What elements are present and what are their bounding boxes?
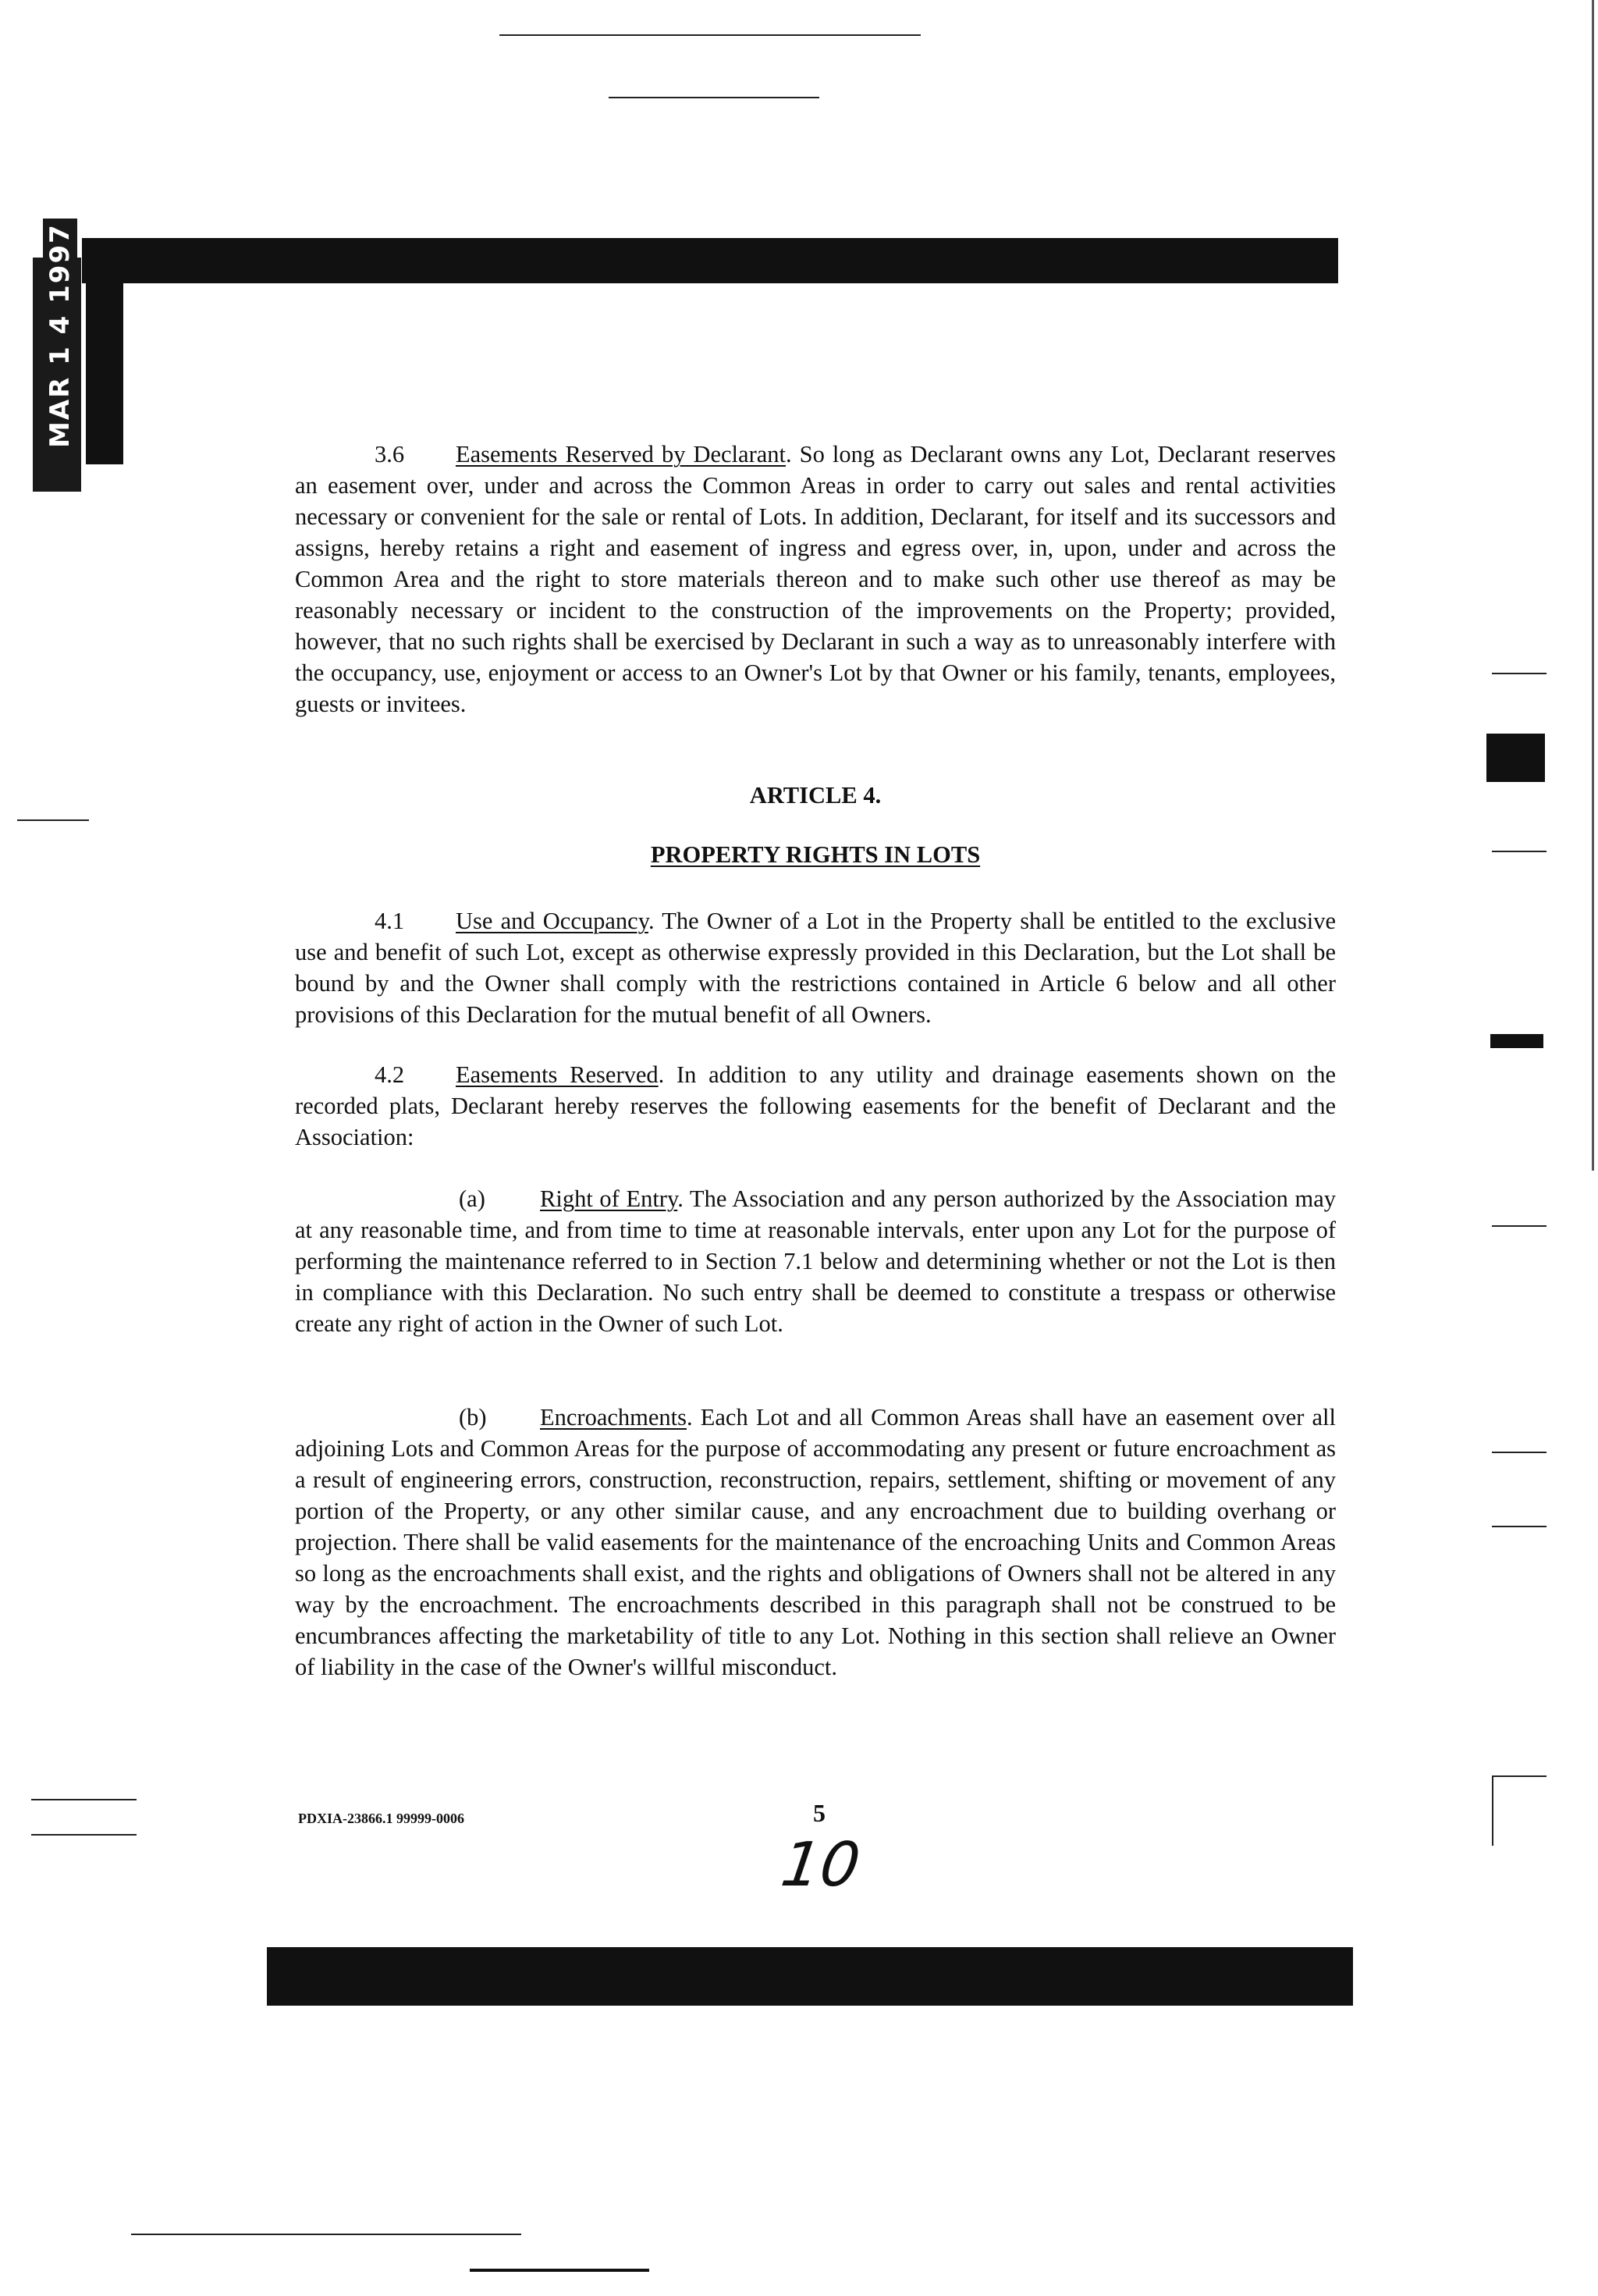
scan-footer-band: [267, 1947, 1353, 2006]
subsection-number: (a): [459, 1185, 485, 1212]
subsection-body: . The Association and any person authorized by the Association may at any reasonable time, and from time to time at reasonable intervals, enter upon any Lot for the purpose of performing the maintenance referred to in Section 7.1 below and determining whether or not the Lot is then in compliance with this Declaration. No such entry shall be deemed to constitute a trespass or otherwise create any right of action in the Owner of such Lot.: [295, 1185, 1336, 1337]
section-body: . In addition to any utility and drainage easements shown on the recorded plats, Declarant hereby reserves the following easements for the benefit of Declarant and the Association:: [295, 1061, 1336, 1150]
handwritten-page-number: 10: [776, 1830, 865, 1900]
article-title: ARTICLE 4.: [749, 782, 882, 809]
scan-margin-mark: [1492, 1775, 1547, 1777]
subsection-a: [295, 1183, 1336, 1339]
section-heading: Easements Reserved: [456, 1061, 659, 1088]
subsection-body: . Each Lot and all Common Areas shall have an easement over all adjoining Lots and Common Areas for the purpose of accommodating any present or future encroachment as a result of engineering errors, construction, reconstruction, repairs, settlement, shifting or movement of any portion of the Property, or any other similar cause, and any encroachment due to building overhang or projection. There shall be valid easements for the maintenance of the encroaching Units and Common Areas so long as the encroachments shall exist, and the rights and obligations of Owners shall not be altered in any way by the encroachment. The encroachments described in this paragraph shall not be construed to be encumbrances affecting the marketability of title to any Lot. Nothing in this section shall relieve an Owner of liability in the case of the Owner's willful misconduct.: [295, 1404, 1336, 1680]
subsection-b: [295, 1402, 1336, 1683]
scan-line-top-1: [499, 34, 921, 36]
section-heading: Use and Occupancy: [456, 908, 648, 934]
scan-line-bottom-1: [131, 2234, 521, 2235]
section-number: 4.1: [375, 908, 405, 934]
subsection-heading: Right of Entry: [540, 1185, 678, 1212]
received-date-stamp: MAR 1 4 1997: [43, 219, 77, 453]
section-number: 3.6: [375, 441, 405, 467]
scan-header-band: [82, 238, 1338, 283]
scan-margin-mark: [1492, 1775, 1493, 1846]
section-4-1: [295, 905, 1336, 1030]
section-3-6: [295, 439, 1336, 720]
section-4-2: [295, 1059, 1336, 1153]
scan-margin-mark: [1592, 0, 1594, 1171]
scan-left-bar: [86, 258, 123, 464]
subsection-number: (b): [459, 1404, 487, 1431]
article-subtitle: PROPERTY RIGHTS IN LOTS: [650, 841, 981, 868]
scan-line-bottom-2: [470, 2269, 649, 2272]
scan-margin-mark: [1492, 1452, 1547, 1453]
scan-margin-mark: [1492, 673, 1547, 674]
scan-margin-mark: [1492, 851, 1547, 852]
section-body: . The Owner of a Lot in the Property shall be entitled to the exclusive use and benefit of such Lot, except as otherwise expressly provided in this Declaration, but the Lot shall be bound by and the Owner shall comply with the restrictions contained in Article 6 below and all other provisions of this Declaration for the mutual benefit of all Owners.: [295, 908, 1336, 1028]
section-heading: Easements Reserved by Declarant: [456, 441, 786, 467]
section-body: . So long as Declarant owns any Lot, Declarant reserves an easement over, under and across the Common Areas in order to carry out sales and rental activities necessary or convenient for the sale or rental of Lots. In addition, Declarant, for itself and its successors and assigns, hereby retains a right and easement of ingress and egress over, in, upon, under and across the Common Area and the right to store materials thereon and to make such other use thereof as may be reasonably necessary or incident to the construction of the improvements on the Property; provided, however, that no such rights shall be exercised by Declarant in such a way as to unreasonably interfere with the occupancy, use, enjoyment or access to an Owner's Lot by that Owner or his family, tenants, employees, guests or invitees.: [295, 441, 1336, 717]
scan-margin-mark: [31, 1834, 137, 1836]
section-number: 4.2: [375, 1061, 405, 1088]
scan-margin-mark: [1492, 1526, 1547, 1527]
scan-line-top-2: [609, 97, 819, 98]
scan-margin-mark: [17, 819, 89, 821]
subsection-heading: Encroachments: [540, 1404, 687, 1431]
scan-margin-block: [1490, 1034, 1543, 1048]
page-number: 5: [813, 1799, 826, 1827]
scan-margin-mark: [31, 1799, 137, 1800]
scan-margin-mark: [1492, 1225, 1547, 1227]
document-code: PDXIA-23866.1 99999-0006: [298, 1811, 464, 1826]
scan-margin-block: [1486, 734, 1545, 782]
